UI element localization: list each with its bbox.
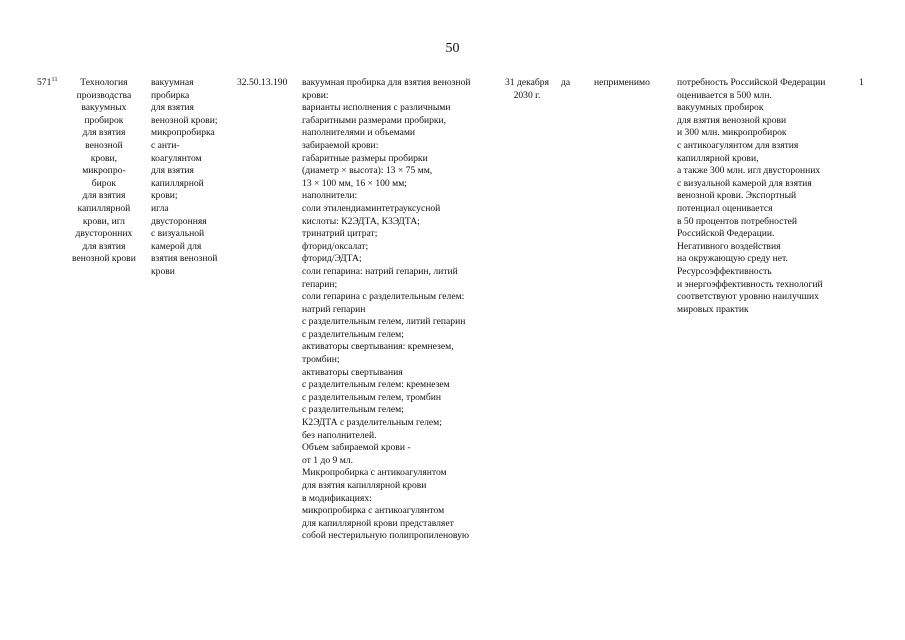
justification-line: для взятия венозной крови: [677, 114, 787, 126]
characteristics-line: с разделительным гелем, литий гепарин: [302, 316, 466, 328]
row-number: 571: [37, 77, 52, 88]
justification-line: соответствуют уровню наилучших: [677, 291, 819, 303]
technology-line: микропро-: [82, 165, 126, 177]
characteristics-line: соли гепарина с разделительным гелем:: [302, 291, 465, 303]
technology-line: для взятия: [82, 127, 126, 139]
characteristics-line: габаритные размеры пробирки: [302, 152, 428, 164]
characteristics-line: активаторы свертывания: [302, 366, 403, 378]
deadline-line: 31 декабря: [505, 77, 549, 88]
characteristics-line: габаритными размерами пробирки,: [302, 114, 447, 126]
justification-line: Российской Федерации.: [677, 228, 775, 240]
technology-line: крови,: [90, 152, 118, 164]
justification-line: капиллярной крови,: [677, 152, 759, 164]
technology-line: крови, игл: [82, 215, 125, 227]
not-applicable-value: неприменимо: [594, 77, 650, 88]
flag-cell: [561, 77, 570, 90]
characteristics-line: микропробирка с антикоагулянтом: [302, 505, 445, 517]
characteristics-line: забираемой крови:: [302, 139, 379, 151]
technology-line: производства: [76, 89, 132, 101]
justification-line: Ресурсоэффективность: [677, 265, 772, 277]
row-number-cell: [37, 77, 58, 90]
justification-cell: [677, 77, 825, 316]
not-applicable-cell: [594, 77, 650, 90]
characteristics-line: с разделительным гелем;: [302, 404, 404, 416]
characteristics-line: крови:: [302, 89, 329, 101]
characteristics-line: тромбин;: [302, 354, 340, 366]
product-line: двусторонняя: [151, 215, 207, 227]
technology-line: пробирок: [84, 114, 124, 126]
justification-line: Негативного воздействия: [677, 240, 781, 252]
characteristics-line: тринатрий цитрат;: [302, 228, 378, 240]
characteristics-line: с разделительным гелем: кремнезем: [302, 379, 450, 391]
justification-line: а также 300 млн. игл двусторонних: [677, 165, 821, 177]
characteristics-line: наполнители:: [302, 190, 358, 202]
characteristics-line: варианты исполнения с различными: [302, 102, 451, 114]
characteristics-line: натрий гепарин: [302, 303, 366, 315]
characteristics-line: с разделительным гелем;: [302, 328, 404, 340]
characteristics-line: от 1 до 9 мл.: [302, 454, 353, 466]
characteristics-line: фторид/оксалат;: [302, 240, 369, 252]
product-line: игла: [151, 202, 169, 214]
product-line: крови: [151, 265, 175, 277]
characteristics-line: Объем забираемой крови -: [302, 442, 411, 454]
product-line: пробирка: [151, 89, 190, 101]
product-line: коагулянтом: [151, 152, 202, 164]
characteristics-line: К2ЭДТА с разделительным гелем;: [302, 417, 442, 429]
technology-line: для взятия: [82, 240, 126, 252]
characteristics-line: вакуумная пробирка для взятия венозной: [302, 77, 471, 88]
characteristics-line: собой нестерильную полипропиленовую: [302, 530, 470, 542]
last-column-value: 1: [859, 77, 864, 88]
characteristics-line: с разделительным гелем, тромбин: [302, 391, 441, 403]
characteristics-line: соли этилендиаминтетрауксусной: [302, 202, 441, 214]
technology-line: венозной крови: [72, 253, 136, 265]
deadline-line: 2030 г.: [513, 89, 541, 101]
justification-line: и энергоэффективность технологий: [677, 278, 823, 290]
product-line: вакуумная: [151, 77, 194, 88]
characteristics-line: гепарин;: [302, 278, 338, 290]
characteristics-line: в модификациях:: [302, 492, 372, 504]
justification-line: потребность Российской Федерации: [677, 77, 826, 88]
product-line: капиллярной: [151, 177, 204, 189]
okpd-code: 32.50.13.190: [237, 77, 288, 88]
justification-line: вакуумных пробирок: [677, 102, 764, 114]
product-line: взятия венозной: [151, 253, 218, 265]
product-cell: [151, 77, 218, 279]
technology-line: капиллярной: [77, 202, 131, 214]
characteristics-cell: [302, 77, 471, 543]
characteristics-line: наполнителями и объемами: [302, 127, 416, 139]
deadline-cell: [505, 77, 549, 102]
flag-value: да: [561, 77, 571, 88]
characteristics-line: кислоты: К2ЭДТА, К3ЭДТА;: [302, 215, 420, 227]
product-line: с анти-: [151, 139, 180, 151]
justification-line: в 50 процентов потребностей: [677, 215, 798, 227]
characteristics-line: Микропробирка с антикоагулянтом: [302, 467, 447, 479]
product-line: микропробирка: [151, 127, 215, 139]
product-line: крови;: [151, 190, 178, 202]
justification-line: и 300 млн. микропробирок: [677, 127, 787, 139]
characteristics-line: активаторы свертывания: кремнезем,: [302, 341, 454, 353]
product-line: для взятия: [151, 102, 194, 114]
technology-line: бирок: [91, 177, 117, 189]
justification-line: оценивается в 500 млн.: [677, 89, 772, 101]
justification-line: с визуальной камерой для взятия: [677, 177, 812, 189]
justification-line: потенциал оценивается: [677, 202, 773, 214]
technology-cell: [72, 77, 136, 266]
product-line: камерой для: [151, 240, 202, 252]
technology-line: для взятия: [82, 190, 126, 202]
technology-line: вакуумных: [81, 102, 127, 114]
characteristics-line: 13 × 100 мм, 16 × 100 мм;: [302, 177, 407, 189]
characteristics-line: (диаметр × высота): 13 × 75 мм,: [302, 165, 433, 177]
justification-line: на окружающую среду нет.: [677, 253, 788, 265]
row-number-superscript: 11: [51, 76, 58, 83]
characteristics-line: без наполнителей.: [302, 429, 377, 441]
technology-line: двусторонних: [75, 228, 133, 240]
technology-line: Технология: [80, 77, 128, 88]
product-line: венозной крови;: [151, 114, 218, 126]
characteristics-line: для взятия капиллярной крови: [302, 480, 427, 491]
justification-line: венозной крови. Экспортный: [677, 190, 797, 202]
justification-line: мировых практик: [677, 303, 749, 315]
product-line: с визуальной: [151, 228, 205, 240]
characteristics-line: фторид/ЭДТА;: [302, 253, 362, 265]
justification-line: с антикоагулянтом для взятия: [677, 139, 799, 151]
characteristics-line: для капиллярной крови представляет: [302, 517, 454, 529]
okpd-code-cell: [237, 77, 287, 90]
characteristics-line: соли гепарина: натрий гепарин, литий: [302, 265, 458, 277]
last-column-cell: [859, 77, 864, 90]
product-line: для взятия: [151, 165, 194, 177]
technology-line: венозной: [85, 139, 123, 151]
page-number: 50: [445, 41, 460, 56]
